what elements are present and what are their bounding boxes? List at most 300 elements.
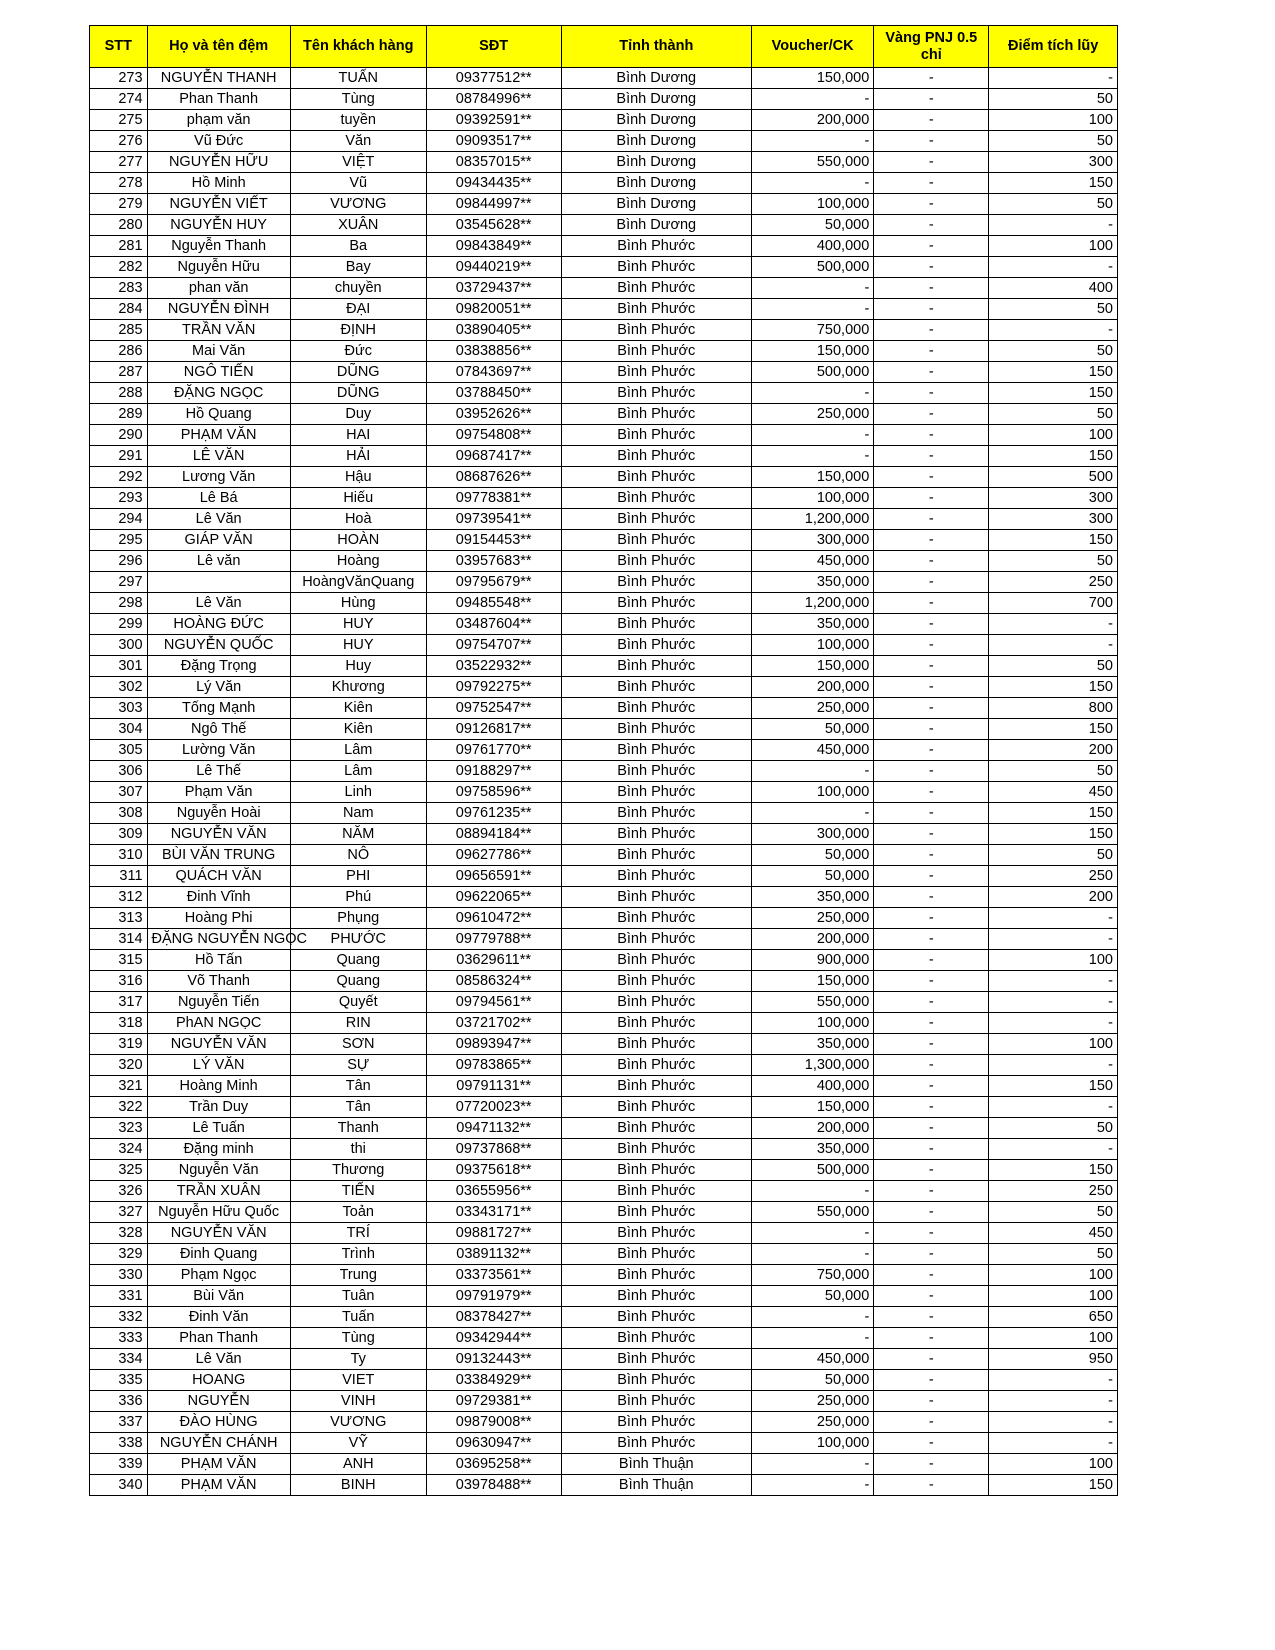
cell-ten: RIN — [290, 1013, 426, 1034]
header-stt: STT — [90, 26, 148, 68]
cell-stt: 336 — [90, 1391, 148, 1412]
table-row — [90, 236, 1118, 257]
cell-sdt: 09485548** — [426, 593, 561, 614]
cell-ten: TIẾN — [290, 1181, 426, 1202]
cell-stt: 312 — [90, 887, 148, 908]
table-row — [90, 89, 1118, 110]
table-row — [90, 551, 1118, 572]
cell-stt: 287 — [90, 362, 148, 383]
cell-stt: 333 — [90, 1328, 148, 1349]
cell-voucher: 100,000 — [751, 488, 873, 509]
cell-diem: 150 — [989, 1076, 1118, 1097]
cell-sdt: 03838856** — [426, 341, 561, 362]
cell-voucher: - — [751, 1475, 873, 1496]
cell-stt: 319 — [90, 1034, 148, 1055]
cell-ho-dem: Lê Tuấn — [147, 1118, 290, 1139]
cell-voucher: 750,000 — [751, 320, 873, 341]
cell-sdt: 09132443** — [426, 1349, 561, 1370]
cell-voucher: 200,000 — [751, 677, 873, 698]
cell-ten: HOÀN — [290, 530, 426, 551]
table-row — [90, 1244, 1118, 1265]
cell-stt: 331 — [90, 1286, 148, 1307]
cell-diem: 100 — [989, 1328, 1118, 1349]
cell-vang: - — [874, 173, 989, 194]
cell-vang: - — [874, 971, 989, 992]
cell-tinh: Bình Phước — [561, 593, 751, 614]
cell-ho-dem: TRẦN VĂN — [147, 320, 290, 341]
cell-voucher: 350,000 — [751, 1034, 873, 1055]
cell-stt: 286 — [90, 341, 148, 362]
cell-vang: - — [874, 1475, 989, 1496]
table-row — [90, 467, 1118, 488]
cell-sdt: 09752547** — [426, 698, 561, 719]
cell-diem: - — [989, 68, 1118, 89]
cell-vang: - — [874, 1349, 989, 1370]
cell-stt: 309 — [90, 824, 148, 845]
cell-vang: - — [874, 1139, 989, 1160]
cell-voucher: 400,000 — [751, 1076, 873, 1097]
cell-voucher: 1,200,000 — [751, 509, 873, 530]
cell-diem: 150 — [989, 677, 1118, 698]
cell-sdt: 03522932** — [426, 656, 561, 677]
table-row — [90, 1223, 1118, 1244]
cell-ten: HUY — [290, 614, 426, 635]
cell-ho-dem: PHẠM VĂN — [147, 1454, 290, 1475]
table-row — [90, 383, 1118, 404]
cell-vang: - — [874, 614, 989, 635]
cell-stt: 316 — [90, 971, 148, 992]
cell-voucher: 300,000 — [751, 824, 873, 845]
table-row — [90, 950, 1118, 971]
cell-stt: 300 — [90, 635, 148, 656]
cell-stt: 323 — [90, 1118, 148, 1139]
cell-sdt: 03343171** — [426, 1202, 561, 1223]
cell-ten: VƯƠNG — [290, 1412, 426, 1433]
cell-voucher: 500,000 — [751, 257, 873, 278]
cell-ten: TRÍ — [290, 1223, 426, 1244]
cell-ho-dem: NGUYỄN VĂN — [147, 1034, 290, 1055]
cell-sdt: 08357015** — [426, 152, 561, 173]
cell-vang: - — [874, 1391, 989, 1412]
cell-tinh: Bình Phước — [561, 929, 751, 950]
cell-ten: NĂM — [290, 824, 426, 845]
cell-ho-dem: NGUYỄN VĂN — [147, 824, 290, 845]
table-row — [90, 1118, 1118, 1139]
cell-voucher: 400,000 — [751, 236, 873, 257]
cell-tinh: Bình Phước — [561, 1265, 751, 1286]
cell-diem: 50 — [989, 761, 1118, 782]
cell-vang: - — [874, 1160, 989, 1181]
cell-ten: HUY — [290, 635, 426, 656]
cell-ten: TUẤN — [290, 68, 426, 89]
cell-diem: - — [989, 1433, 1118, 1454]
cell-tinh: Bình Phước — [561, 803, 751, 824]
cell-ho-dem: Lê Văn — [147, 1349, 290, 1370]
cell-ten: Trung — [290, 1265, 426, 1286]
cell-vang: - — [874, 509, 989, 530]
cell-sdt: 03384929** — [426, 1370, 561, 1391]
cell-ho-dem: Nguyễn Tiến — [147, 992, 290, 1013]
table-row — [90, 173, 1118, 194]
cell-voucher: 150,000 — [751, 656, 873, 677]
cell-tinh: Bình Dương — [561, 152, 751, 173]
cell-voucher: - — [751, 299, 873, 320]
cell-ho-dem: PhAN NGỌC — [147, 1013, 290, 1034]
cell-voucher: 450,000 — [751, 1349, 873, 1370]
cell-stt: 335 — [90, 1370, 148, 1391]
table-row — [90, 320, 1118, 341]
cell-diem: 700 — [989, 593, 1118, 614]
cell-vang: - — [874, 572, 989, 593]
customer-table — [89, 25, 1118, 1496]
cell-diem: 50 — [989, 845, 1118, 866]
cell-sdt: 09630947** — [426, 1433, 561, 1454]
cell-sdt: 03957683** — [426, 551, 561, 572]
table-row — [90, 824, 1118, 845]
table-row — [90, 1181, 1118, 1202]
cell-diem: 150 — [989, 803, 1118, 824]
cell-stt: 288 — [90, 383, 148, 404]
cell-tinh: Bình Phước — [561, 362, 751, 383]
cell-vang: - — [874, 1307, 989, 1328]
cell-tinh: Bình Phước — [561, 320, 751, 341]
cell-ten: SƠN — [290, 1034, 426, 1055]
cell-stt: 274 — [90, 89, 148, 110]
cell-vang: - — [874, 1265, 989, 1286]
cell-tinh: Bình Phước — [561, 509, 751, 530]
cell-ho-dem: HOANG — [147, 1370, 290, 1391]
cell-sdt: 08586324** — [426, 971, 561, 992]
cell-ho-dem: QUÁCH VĂN — [147, 866, 290, 887]
cell-stt: 285 — [90, 320, 148, 341]
cell-sdt: 09794561** — [426, 992, 561, 1013]
cell-tinh: Bình Thuận — [561, 1454, 751, 1475]
cell-stt: 303 — [90, 698, 148, 719]
table-row — [90, 866, 1118, 887]
cell-tinh: Bình Phước — [561, 299, 751, 320]
cell-ho-dem: Nguyễn Hữu — [147, 257, 290, 278]
cell-stt: 317 — [90, 992, 148, 1013]
cell-voucher: 50,000 — [751, 1286, 873, 1307]
cell-ten: Linh — [290, 782, 426, 803]
cell-ten: Tùng — [290, 89, 426, 110]
table-row — [90, 362, 1118, 383]
cell-stt: 330 — [90, 1265, 148, 1286]
cell-sdt: 09656591** — [426, 866, 561, 887]
cell-voucher: 300,000 — [751, 530, 873, 551]
cell-sdt: 08378427** — [426, 1307, 561, 1328]
cell-voucher: 150,000 — [751, 68, 873, 89]
cell-tinh: Bình Phước — [561, 950, 751, 971]
cell-ho-dem: TRẦN XUÂN — [147, 1181, 290, 1202]
table-row — [90, 1412, 1118, 1433]
table-row — [90, 1328, 1118, 1349]
cell-sdt: 09754808** — [426, 425, 561, 446]
table-row — [90, 530, 1118, 551]
cell-vang: - — [874, 551, 989, 572]
cell-ten: tuyền — [290, 110, 426, 131]
cell-vang: - — [874, 404, 989, 425]
cell-vang: - — [874, 1370, 989, 1391]
cell-tinh: Bình Phước — [561, 1244, 751, 1265]
table-row — [90, 1139, 1118, 1160]
table-row — [90, 1475, 1118, 1496]
cell-sdt: 09761235** — [426, 803, 561, 824]
header-vang: Vàng PNJ 0.5 chỉ — [874, 26, 989, 68]
table-row — [90, 1055, 1118, 1076]
cell-diem: - — [989, 215, 1118, 236]
cell-ten: BINH — [290, 1475, 426, 1496]
header-tinh: Tỉnh thành — [561, 26, 751, 68]
cell-diem: - — [989, 1412, 1118, 1433]
table-row — [90, 509, 1118, 530]
cell-ten: HoàngVănQuang — [290, 572, 426, 593]
cell-diem: 450 — [989, 782, 1118, 803]
table-row — [90, 1160, 1118, 1181]
cell-ten: Thương — [290, 1160, 426, 1181]
cell-voucher: 350,000 — [751, 572, 873, 593]
cell-stt: 297 — [90, 572, 148, 593]
cell-tinh: Bình Phước — [561, 1139, 751, 1160]
cell-voucher: - — [751, 1328, 873, 1349]
cell-vang: - — [874, 215, 989, 236]
cell-tinh: Bình Dương — [561, 173, 751, 194]
table-row — [90, 1454, 1118, 1475]
cell-sdt: 08784996** — [426, 89, 561, 110]
cell-voucher: 100,000 — [751, 635, 873, 656]
cell-sdt: 09844997** — [426, 194, 561, 215]
cell-sdt: 09783865** — [426, 1055, 561, 1076]
cell-diem: 100 — [989, 1286, 1118, 1307]
cell-voucher: - — [751, 1307, 873, 1328]
cell-tinh: Bình Phước — [561, 677, 751, 698]
cell-sdt: 03695258** — [426, 1454, 561, 1475]
table-row — [90, 1370, 1118, 1391]
cell-diem: 50 — [989, 1118, 1118, 1139]
cell-sdt: 03891132** — [426, 1244, 561, 1265]
cell-ten: Quyết — [290, 992, 426, 1013]
cell-stt: 281 — [90, 236, 148, 257]
table-row — [90, 656, 1118, 677]
cell-voucher: 450,000 — [751, 740, 873, 761]
cell-sdt: 03629611** — [426, 950, 561, 971]
cell-voucher: 350,000 — [751, 887, 873, 908]
cell-stt: 302 — [90, 677, 148, 698]
table-row — [90, 110, 1118, 131]
cell-diem: - — [989, 614, 1118, 635]
cell-voucher: - — [751, 1454, 873, 1475]
table-row — [90, 677, 1118, 698]
cell-stt: 299 — [90, 614, 148, 635]
cell-diem: 150 — [989, 173, 1118, 194]
cell-stt: 306 — [90, 761, 148, 782]
cell-diem: 150 — [989, 446, 1118, 467]
cell-ho-dem: Lê văn — [147, 551, 290, 572]
cell-diem: - — [989, 1013, 1118, 1034]
cell-tinh: Bình Phước — [561, 383, 751, 404]
cell-diem: 50 — [989, 404, 1118, 425]
cell-sdt: 09471132** — [426, 1118, 561, 1139]
cell-diem: 50 — [989, 299, 1118, 320]
cell-ten: Phú — [290, 887, 426, 908]
cell-ho-dem: NGUYỄN HỮU — [147, 152, 290, 173]
cell-vang: - — [874, 110, 989, 131]
table-row — [90, 278, 1118, 299]
cell-tinh: Bình Phước — [561, 1076, 751, 1097]
cell-sdt: 03487604** — [426, 614, 561, 635]
table-row — [90, 1307, 1118, 1328]
cell-sdt: 09434435** — [426, 173, 561, 194]
cell-stt: 337 — [90, 1412, 148, 1433]
cell-stt: 301 — [90, 656, 148, 677]
table-row — [90, 152, 1118, 173]
cell-stt: 310 — [90, 845, 148, 866]
header-ten: Tên khách hàng — [290, 26, 426, 68]
cell-ho-dem: Hoàng Minh — [147, 1076, 290, 1097]
cell-diem: 50 — [989, 131, 1118, 152]
cell-stt: 304 — [90, 719, 148, 740]
cell-ten: Tân — [290, 1076, 426, 1097]
cell-vang: - — [874, 1328, 989, 1349]
cell-ten: PHƯỚC — [290, 929, 426, 950]
cell-tinh: Bình Phước — [561, 761, 751, 782]
cell-tinh: Bình Dương — [561, 110, 751, 131]
cell-ten: VỸ — [290, 1433, 426, 1454]
table-row — [90, 341, 1118, 362]
header-voucher: Voucher/CK — [751, 26, 873, 68]
cell-ho-dem: Hồ Minh — [147, 173, 290, 194]
cell-diem: 500 — [989, 467, 1118, 488]
cell-diem: 400 — [989, 278, 1118, 299]
cell-stt: 329 — [90, 1244, 148, 1265]
cell-diem: 50 — [989, 341, 1118, 362]
cell-vang: - — [874, 1034, 989, 1055]
cell-ho-dem: Nguyễn Hoài — [147, 803, 290, 824]
cell-stt: 311 — [90, 866, 148, 887]
cell-vang: - — [874, 929, 989, 950]
cell-voucher: 150,000 — [751, 1097, 873, 1118]
cell-stt: 338 — [90, 1433, 148, 1454]
cell-stt: 283 — [90, 278, 148, 299]
cell-stt: 324 — [90, 1139, 148, 1160]
cell-stt: 325 — [90, 1160, 148, 1181]
cell-ten: Quang — [290, 950, 426, 971]
cell-voucher: 550,000 — [751, 1202, 873, 1223]
cell-stt: 276 — [90, 131, 148, 152]
cell-voucher: 100,000 — [751, 782, 873, 803]
cell-stt: 314 — [90, 929, 148, 950]
cell-ten: DŨNG — [290, 383, 426, 404]
cell-ten: ĐỊNH — [290, 320, 426, 341]
cell-diem: 150 — [989, 383, 1118, 404]
header-row — [90, 26, 1118, 68]
cell-voucher: 1,200,000 — [751, 593, 873, 614]
cell-voucher: 750,000 — [751, 1265, 873, 1286]
cell-tinh: Bình Dương — [561, 215, 751, 236]
cell-tinh: Bình Phước — [561, 488, 751, 509]
cell-voucher: 350,000 — [751, 1139, 873, 1160]
cell-ho-dem: Lê Văn — [147, 509, 290, 530]
cell-diem: 150 — [989, 719, 1118, 740]
cell-vang: - — [874, 908, 989, 929]
table-row — [90, 992, 1118, 1013]
cell-tinh: Bình Phước — [561, 782, 751, 803]
cell-tinh: Bình Phước — [561, 1307, 751, 1328]
cell-vang: - — [874, 236, 989, 257]
cell-ten: Ba — [290, 236, 426, 257]
cell-ho-dem: Đặng Trọng — [147, 656, 290, 677]
cell-diem: - — [989, 1055, 1118, 1076]
table-row — [90, 929, 1118, 950]
table-row — [90, 1265, 1118, 1286]
table-row — [90, 782, 1118, 803]
cell-stt: 290 — [90, 425, 148, 446]
cell-ten: Nam — [290, 803, 426, 824]
cell-ten: SỰ — [290, 1055, 426, 1076]
cell-sdt: 03373561** — [426, 1265, 561, 1286]
cell-stt: 308 — [90, 803, 148, 824]
cell-ten: Tùng — [290, 1328, 426, 1349]
cell-voucher: 200,000 — [751, 929, 873, 950]
cell-diem: - — [989, 1139, 1118, 1160]
cell-diem: - — [989, 1391, 1118, 1412]
cell-vang: - — [874, 1244, 989, 1265]
cell-voucher: - — [751, 1181, 873, 1202]
cell-tinh: Bình Phước — [561, 845, 751, 866]
cell-vang: - — [874, 845, 989, 866]
cell-vang: - — [874, 677, 989, 698]
cell-voucher: 500,000 — [751, 362, 873, 383]
cell-stt: 291 — [90, 446, 148, 467]
cell-tinh: Bình Phước — [561, 1328, 751, 1349]
cell-stt: 279 — [90, 194, 148, 215]
cell-ten: Lâm — [290, 740, 426, 761]
cell-diem: 150 — [989, 530, 1118, 551]
cell-diem: 300 — [989, 509, 1118, 530]
cell-tinh: Bình Phước — [561, 1223, 751, 1244]
cell-vang: - — [874, 950, 989, 971]
cell-ten: Tuân — [290, 1286, 426, 1307]
table-row — [90, 404, 1118, 425]
cell-sdt: 03952626** — [426, 404, 561, 425]
cell-ho-dem: Lường Văn — [147, 740, 290, 761]
cell-ho-dem: Phan Thanh — [147, 1328, 290, 1349]
cell-sdt: 03788450** — [426, 383, 561, 404]
cell-ho-dem: Đặng minh — [147, 1139, 290, 1160]
cell-sdt: 09761770** — [426, 740, 561, 761]
cell-sdt: 09737868** — [426, 1139, 561, 1160]
table-row — [90, 971, 1118, 992]
cell-ho-dem: Lê Bá — [147, 488, 290, 509]
table-row — [90, 740, 1118, 761]
cell-tinh: Bình Dương — [561, 131, 751, 152]
table-row — [90, 719, 1118, 740]
cell-ten: Hoàng — [290, 551, 426, 572]
cell-tinh: Bình Phước — [561, 551, 751, 572]
cell-diem: 950 — [989, 1349, 1118, 1370]
cell-voucher: 250,000 — [751, 404, 873, 425]
cell-sdt: 09820051** — [426, 299, 561, 320]
cell-tinh: Bình Phước — [561, 1013, 751, 1034]
cell-voucher: - — [751, 425, 873, 446]
cell-ho-dem: Võ Thanh — [147, 971, 290, 992]
cell-ho-dem: phan văn — [147, 278, 290, 299]
cell-tinh: Bình Phước — [561, 1391, 751, 1412]
cell-voucher: 350,000 — [751, 614, 873, 635]
table-row — [90, 698, 1118, 719]
cell-vang: - — [874, 446, 989, 467]
cell-ten: Tân — [290, 1097, 426, 1118]
